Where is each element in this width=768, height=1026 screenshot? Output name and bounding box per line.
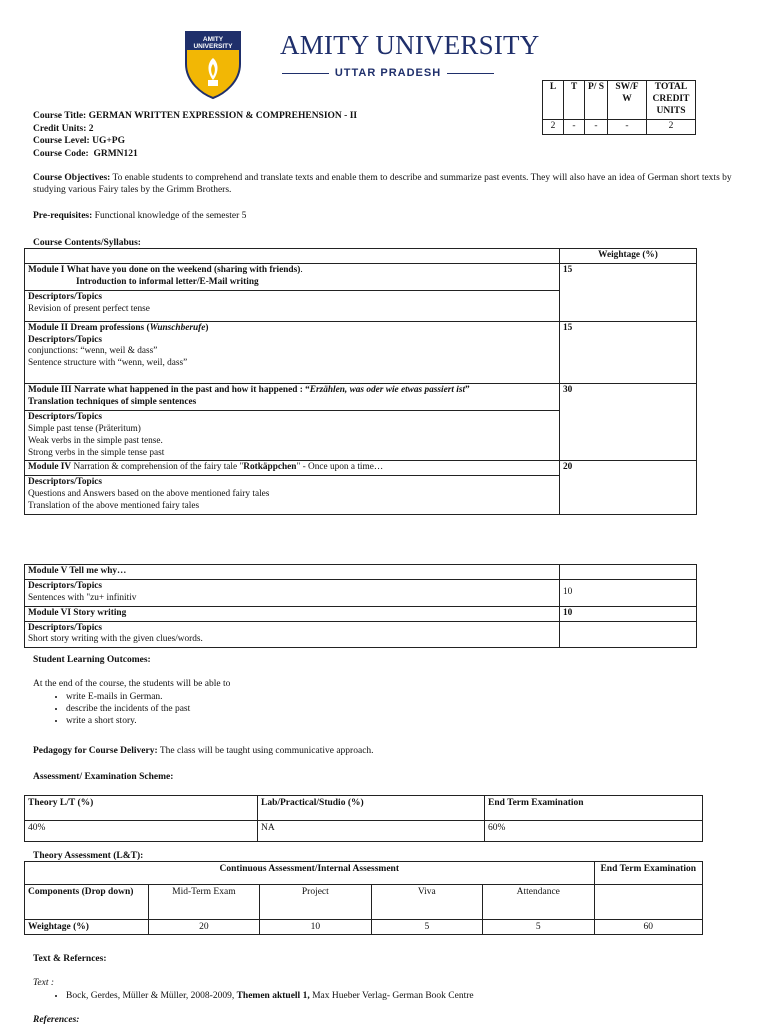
weightage-header: Weightage (%) bbox=[560, 249, 697, 264]
module-weight: 15 bbox=[560, 263, 697, 321]
topic-item: Revision of present perfect tense bbox=[28, 303, 150, 314]
table-row bbox=[25, 606, 697, 621]
pedagogy-label: Pedagogy for Course Delivery: bbox=[33, 746, 158, 756]
topic-item: Weak verbs in the simple past tense. bbox=[28, 435, 163, 446]
table-header-cell: Lab/Practical/Studio (%) bbox=[258, 796, 485, 821]
book-publisher: Max Hueber Verlag- German Book Centre bbox=[309, 990, 474, 1001]
ltp-value: - bbox=[608, 119, 647, 134]
course-objectives bbox=[33, 172, 743, 197]
module-title: Module V Tell me why… bbox=[28, 566, 127, 576]
table-row-label: Weightage (%) bbox=[25, 920, 149, 935]
module-title-cell bbox=[25, 384, 560, 411]
module-weight: 10 bbox=[560, 579, 697, 606]
module-title-italic: Erzählen, was oder wie etwas passiert ist bbox=[309, 385, 466, 396]
prerequisites bbox=[33, 210, 246, 222]
ltp-value: - bbox=[585, 119, 608, 134]
table-row bbox=[25, 579, 697, 606]
table-header-cell: Theory L/T (%) bbox=[25, 796, 258, 821]
table-header-cell: End Term Examination bbox=[594, 862, 702, 885]
module-title-rest: Narration & comprehension of the fairy tale " bbox=[71, 462, 244, 473]
course-title-label: Course Title: bbox=[33, 111, 87, 121]
section-heading: Assessment/ Examination Scheme: bbox=[33, 772, 174, 782]
ltp-value: 2 bbox=[543, 119, 564, 134]
list-item bbox=[66, 990, 743, 1002]
topic-item: Sentence structure with “wenn, weil, dass” bbox=[28, 358, 188, 369]
module-title-end: ” bbox=[465, 385, 470, 396]
credit-structure-table bbox=[542, 80, 696, 135]
descriptors-label: Descriptors/Topics bbox=[28, 477, 103, 488]
credit-units-line bbox=[33, 123, 357, 136]
table-row bbox=[25, 885, 703, 920]
book-title: Themen aktuell 1, bbox=[236, 990, 310, 1001]
topic-item: Simple past tense (Präteritum) bbox=[28, 423, 141, 434]
text-label: Text : bbox=[33, 978, 55, 989]
theory-assessment-table bbox=[24, 861, 703, 935]
module-topics-cell bbox=[25, 621, 560, 648]
text-list bbox=[33, 990, 743, 1002]
ltp-header-ps: P/ S bbox=[585, 81, 608, 120]
descriptors-label: Descriptors/Topics bbox=[28, 291, 103, 302]
university-name: AMITY UNIVERSITY bbox=[280, 30, 540, 60]
course-code-label: Course Code: bbox=[33, 149, 89, 160]
module-weight: 10 bbox=[560, 606, 697, 621]
module-topics-cell bbox=[25, 476, 560, 515]
weight-cell bbox=[560, 621, 697, 648]
module-subtitle: Translation techniques of simple sentences bbox=[28, 397, 197, 408]
credit-units-label: Credit Units: bbox=[33, 123, 87, 134]
references-label: References: bbox=[33, 1015, 80, 1026]
syllabus-table bbox=[24, 248, 697, 515]
topic-item: Sentences with "zu+ infinitiv bbox=[28, 592, 137, 603]
module-weight: 20 bbox=[560, 461, 697, 515]
table-cell: Project bbox=[260, 885, 371, 920]
credit-units: 2 bbox=[88, 123, 94, 134]
table-row bbox=[25, 384, 697, 411]
ltp-value: - bbox=[564, 119, 585, 134]
table-cell: 60% bbox=[485, 821, 703, 842]
prerequisites-text: Functional knowledge of the semester 5 bbox=[94, 211, 247, 221]
table-cell bbox=[594, 885, 702, 920]
table-row bbox=[25, 321, 697, 383]
table-cell: 5 bbox=[483, 920, 594, 935]
module-topics-cell bbox=[25, 290, 560, 321]
divider bbox=[447, 73, 494, 74]
syllabus-table-continued bbox=[24, 564, 697, 648]
table-row bbox=[543, 119, 696, 134]
module-title: Module III Narrate what happened in the past and how it happened : “ bbox=[28, 385, 310, 396]
module-weight: 30 bbox=[560, 384, 697, 461]
ltp-value: 2 bbox=[647, 119, 696, 134]
descriptors-label: Descriptors/Topics bbox=[28, 334, 103, 345]
module-title-cell bbox=[25, 606, 560, 621]
module-title-end: " - Once upon a time… bbox=[296, 462, 384, 473]
prerequisites-label: Pre-requisites: bbox=[33, 211, 93, 221]
table-row bbox=[25, 796, 703, 821]
table-row bbox=[25, 249, 697, 264]
section-heading: Course Contents/Syllabus: bbox=[33, 238, 141, 248]
pedagogy bbox=[33, 745, 374, 757]
table-row bbox=[25, 821, 703, 842]
university-location bbox=[282, 66, 494, 80]
divider bbox=[282, 73, 329, 74]
assessment-table bbox=[24, 795, 703, 842]
ltp-header-total: TOTAL CREDIT UNITS bbox=[647, 81, 696, 120]
table-cell: 10 bbox=[260, 920, 371, 935]
course-info bbox=[33, 110, 357, 161]
module-title-italic: Wunschberufe bbox=[149, 322, 206, 333]
list-item: • write a short story. bbox=[66, 715, 733, 727]
table-cell: Viva bbox=[371, 885, 482, 920]
ltp-header-l: L bbox=[543, 81, 564, 120]
course-title-line bbox=[33, 110, 357, 123]
outcomes-label: Student Learning Outcomes: bbox=[33, 655, 151, 665]
outcomes-intro: At the end of the course, the students will be able to bbox=[33, 679, 231, 690]
module-title-bold: Rotkäppchen bbox=[243, 462, 297, 473]
module-topics-cell bbox=[25, 410, 560, 461]
table-cell: 20 bbox=[148, 920, 259, 935]
table-header-cell: Continuous Assessment/Internal Assessment bbox=[25, 862, 595, 885]
module-title-end: ) bbox=[205, 322, 209, 333]
outcomes-list bbox=[33, 691, 733, 728]
references-heading: Text & Refernces: bbox=[33, 954, 107, 964]
module-weight: 15 bbox=[560, 321, 697, 383]
module-title-cell bbox=[25, 263, 560, 290]
table-header-cell bbox=[25, 249, 560, 264]
table-row bbox=[25, 621, 697, 648]
table-row bbox=[25, 565, 697, 580]
ltp-header-swfw: SW/F W bbox=[608, 81, 647, 120]
course-level-line bbox=[33, 135, 357, 148]
table-header-cell: End Term Examination bbox=[485, 796, 703, 821]
descriptors-label: Descriptors/Topics bbox=[28, 411, 103, 422]
objectives-text: To enable students to comprehend and translate texts and enable them to describe and summarize past events. They will also have an idea of German short texts by studying various Fairy tales by the Grimm Brothers. bbox=[33, 173, 732, 196]
topic-item: Translation of the above mentioned fairy tales bbox=[28, 501, 200, 512]
learning-outcomes bbox=[33, 654, 733, 728]
table-cell: NA bbox=[258, 821, 485, 842]
course-title: GERMAN WRITTEN EXPRESSION & COMPREHENSION - II bbox=[88, 111, 358, 121]
logo-text: AMITY UNIVERSITY bbox=[193, 36, 233, 51]
table-cell: Attendance bbox=[483, 885, 594, 920]
university-location-text: UTTAR PRADESH bbox=[334, 67, 442, 79]
table-row-label: Components (Drop down) bbox=[25, 885, 149, 920]
table-cell: Mid-Term Exam bbox=[148, 885, 259, 920]
module-title-rest: . bbox=[300, 264, 303, 275]
descriptors-label: Descriptors/Topics bbox=[28, 580, 103, 591]
references-section bbox=[33, 953, 743, 1026]
course-level-label: Course Level: bbox=[33, 136, 90, 147]
weight-cell bbox=[560, 565, 697, 580]
topic-item: conjunctions: “wenn, weil & dass” bbox=[28, 346, 158, 357]
table-row bbox=[25, 263, 697, 290]
table-row bbox=[25, 862, 703, 885]
list-item: • write E-mails in German. bbox=[66, 691, 733, 703]
module-title: Module IV bbox=[28, 462, 72, 473]
module-title: Module I What have you done on the weekend (sharing with friends) bbox=[28, 264, 301, 275]
ltp-header-t: T bbox=[564, 81, 585, 120]
course-code: GRMN121 bbox=[93, 149, 138, 160]
module-title-cell bbox=[25, 565, 560, 580]
pedagogy-text: The class will be taught using communicative approach. bbox=[159, 746, 374, 756]
table-cell: 40% bbox=[25, 821, 258, 842]
table-cell: 5 bbox=[371, 920, 482, 935]
module-title: Module II Dream professions ( bbox=[28, 322, 150, 333]
section-heading: Theory Assessment (L&T): bbox=[33, 851, 144, 861]
module-title-cell bbox=[25, 461, 560, 476]
module-title: Module VI Story writing bbox=[28, 607, 127, 618]
course-level: UG+PG bbox=[92, 136, 125, 147]
module-topics-cell bbox=[25, 579, 560, 606]
topic-item: Questions and Answers based on the above mentioned fairy tales bbox=[28, 489, 270, 500]
table-cell: 60 bbox=[594, 920, 702, 935]
descriptors-label: Descriptors/Topics bbox=[28, 622, 103, 633]
module-subtitle: Introduction to informal letter/E-Mail writing bbox=[76, 276, 259, 287]
course-code-line bbox=[33, 148, 357, 161]
table-row bbox=[543, 81, 696, 120]
table-row bbox=[25, 461, 697, 476]
topic-item: Strong verbs in the simple tense past bbox=[28, 447, 165, 458]
table-row bbox=[25, 920, 703, 935]
module-title-cell bbox=[25, 321, 560, 383]
objectives-label: Course Objectives: bbox=[33, 173, 111, 183]
topic-item: Short story writing with the given clues/words. bbox=[28, 634, 203, 645]
book-authors: Bock, Gerdes, Müller & Müller, 2008-2009, bbox=[66, 990, 237, 1001]
list-item: • describe the incidents of the past bbox=[66, 703, 733, 715]
